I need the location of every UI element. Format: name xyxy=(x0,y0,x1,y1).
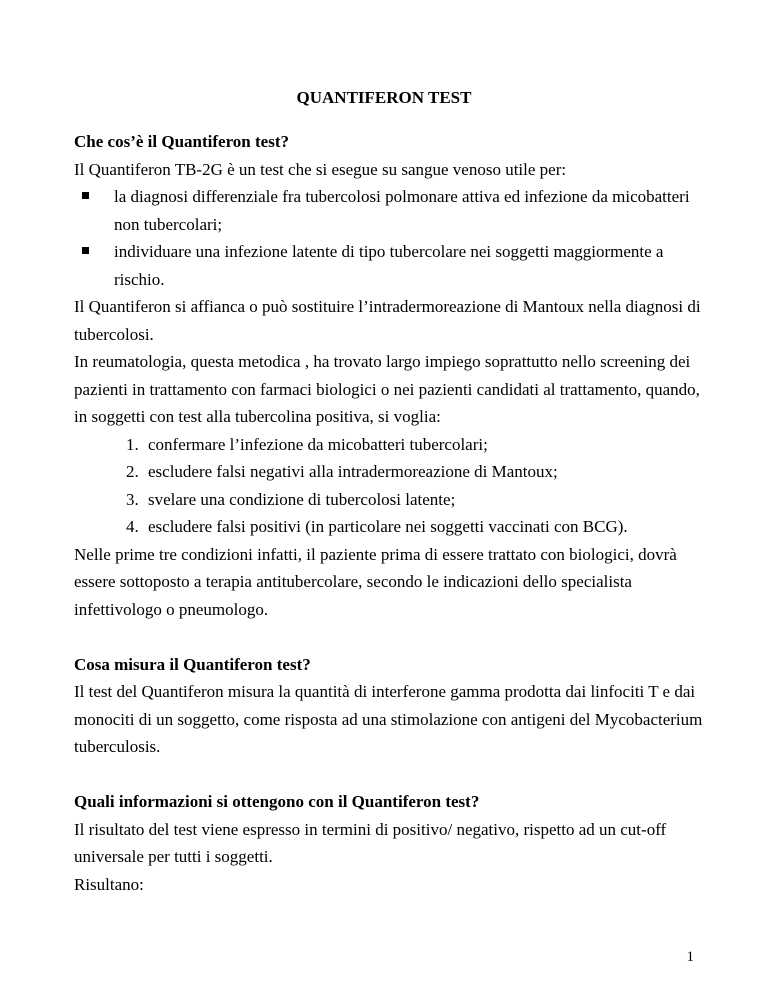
list-item xyxy=(74,431,714,459)
paragraph: Il risultato del test viene espresso in termini di positivo/ negativo, rispetto ad un cut-off universale per tutti i soggetti. xyxy=(74,819,667,866)
paragraph: Risultano: xyxy=(74,874,144,894)
spacer xyxy=(74,623,714,651)
square-bullet-icon xyxy=(82,247,89,254)
list-item-text: la diagnosi differenziale fra tubercolosi polmonare attiva ed infezione da micobatteri non tubercolari; xyxy=(114,187,690,234)
numbered-list xyxy=(74,431,714,541)
section-intro: Il Quantiferon TB-2G è un test che si esegue su sangue venoso utile per: xyxy=(74,159,567,179)
document-title: QUANTIFERON TEST xyxy=(296,88,472,107)
list-number: 4. xyxy=(126,517,139,536)
list-item xyxy=(74,238,714,293)
list-number: 1. xyxy=(126,434,139,454)
paragraph: Nelle prime tre condizioni infatti, il paziente prima di essere trattato con biologici, dovrà essere sottoposto a terapia antitubercolare, secondo le indicazioni dello specialista infettivologo o pneumologo. xyxy=(74,544,677,619)
document-body xyxy=(74,128,714,898)
list-item-text: individuare una infezione latente di tipo tubercolare nei soggetti maggiormente a rischio. xyxy=(114,242,664,289)
square-bullet-icon xyxy=(82,192,89,199)
bullet-list xyxy=(74,183,714,293)
paragraph: In reumatologia, questa metodica , ha trovato largo impiego soprattutto nello screening dei pazienti in trattamento con farmaci biologici o nei pazienti candidati al trattamento, quando, in soggetti con test alla tubercolina positiva, si voglia: xyxy=(74,352,700,426)
list-number: 2. xyxy=(126,462,139,481)
list-item-text: svelare una condizione di tubercolosi latente; xyxy=(148,489,456,509)
section-heading-what-measures: Cosa misura il Quantiferon test? xyxy=(74,654,311,674)
list-item-text: escludere falsi negativi alla intradermoreazione di Mantoux; xyxy=(148,462,558,481)
list-item xyxy=(74,183,714,238)
list-item xyxy=(74,513,714,541)
list-item-text: confermare l’infezione da micobatteri tubercolari; xyxy=(148,434,488,454)
section-heading-information: Quali informazioni si ottengono con il Quantiferon test? xyxy=(74,792,480,811)
list-item xyxy=(74,486,714,514)
list-item-text: escludere falsi positivi (in particolare nei soggetti vaccinati con BCG). xyxy=(148,517,628,536)
spacer xyxy=(74,761,714,789)
list-item xyxy=(74,458,714,486)
section-heading-what-is: Che cos’è il Quantiferon test? xyxy=(74,132,289,151)
page-number: 1 xyxy=(686,949,694,965)
paragraph: Il Quantiferon si affianca o può sostituire l’intradermoreazione di Mantoux nella diagnosi di tubercolosi. xyxy=(74,297,701,344)
list-number: 3. xyxy=(126,489,139,509)
paragraph: Il test del Quantiferon misura la quantità di interferone gamma prodotta dai linfociti T e dai monociti di un soggetto, come risposta ad una stimolazione con antigeni del Mycobacterium tuberculosis. xyxy=(74,682,703,756)
